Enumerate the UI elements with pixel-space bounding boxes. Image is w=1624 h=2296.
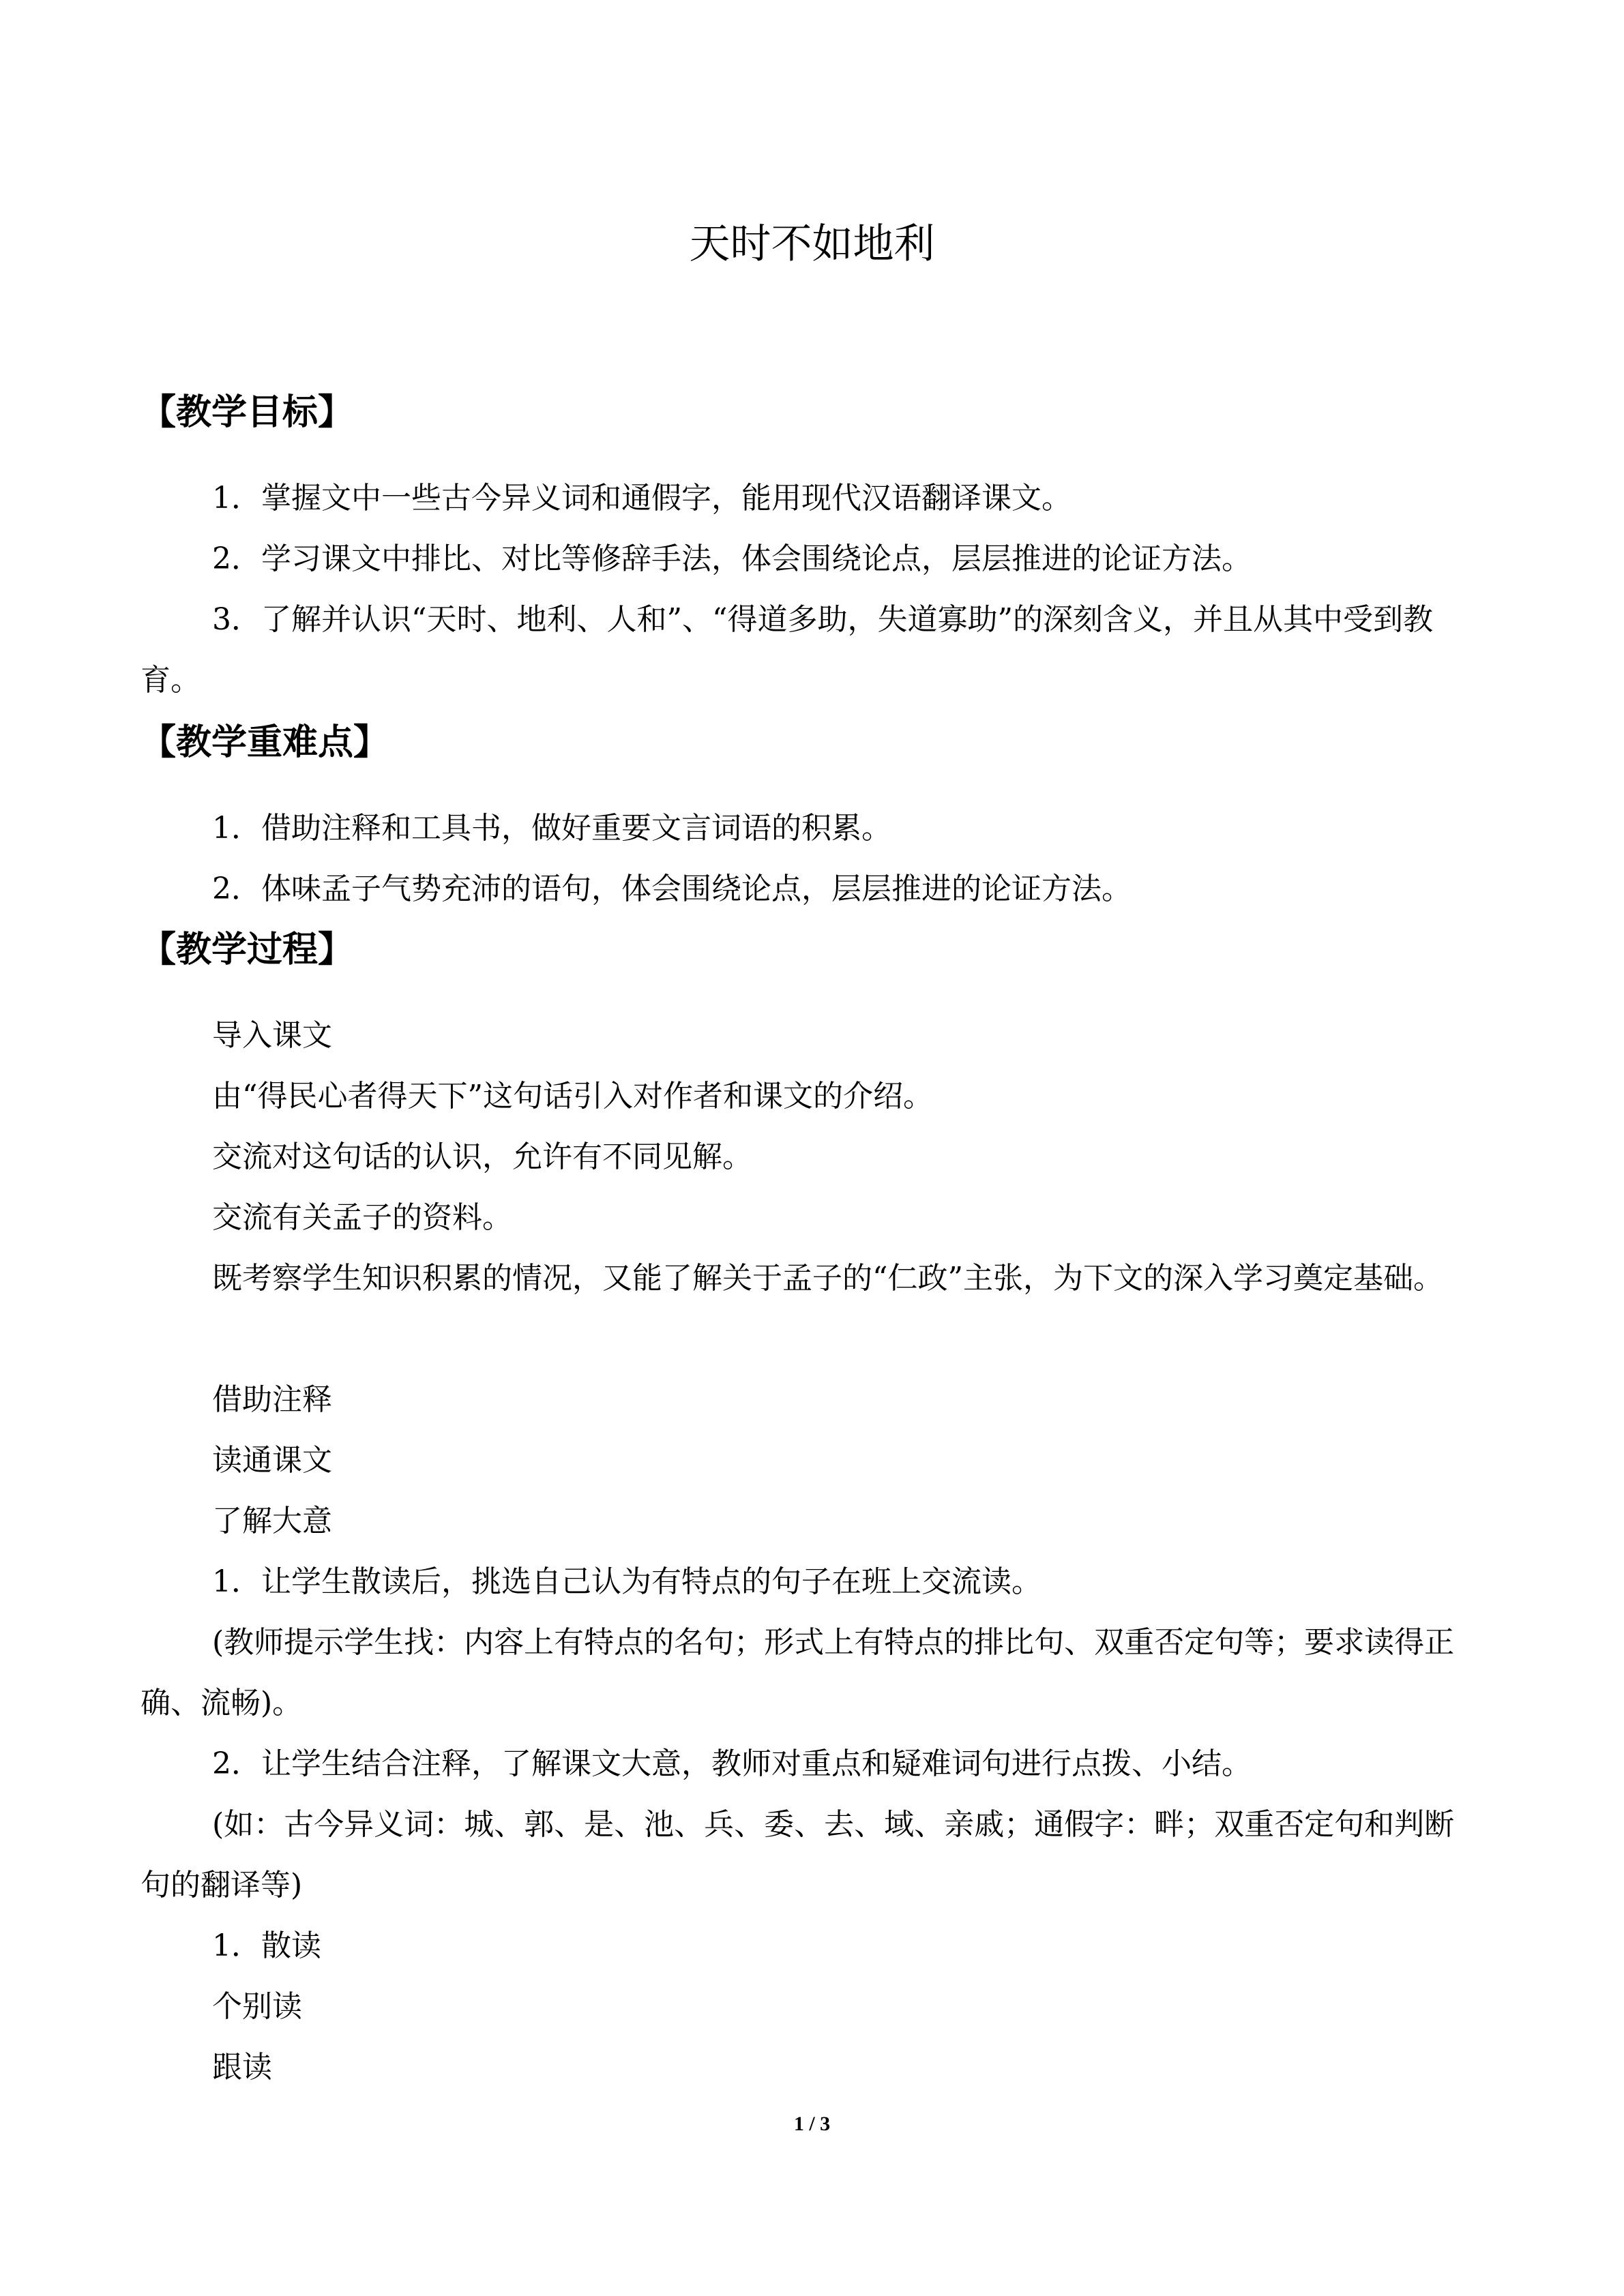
process-item-5: 既考察学生知识积累的情况，又能了解关于孟子的“仁政”主张，为下文的深入学习奠定基础。: [212, 1261, 1443, 1296]
process-item-1: 导入课文: [212, 1018, 332, 1053]
process-item-8: 了解大意: [212, 1504, 332, 1538]
objective-item-2: 2．学习课文中排比、对比等修辞手法，体会围绕论点，层层推进的论证方法。: [212, 541, 1252, 576]
process-item-2: 由“得民心者得天下”这句话引入对作者和课文的介绍。: [212, 1079, 933, 1114]
objective-item-1: 1．掌握文中一些古今异义词和通假字，能用现代汉语翻译课文。: [212, 481, 1072, 516]
section-heading-objectives: 【教学目标】: [141, 392, 354, 433]
process-item-13: 1．散读: [212, 1928, 321, 1963]
process-item-6: 借助注释: [212, 1382, 332, 1417]
process-item-3: 交流对这句话的认识，允许有不同见解。: [212, 1139, 752, 1174]
process-item-11: 2．让学生结合注释，了解课文大意，教师对重点和疑难词句进行点拨、小结。: [212, 1746, 1252, 1781]
key-point-item-2: 2．体味孟子气势充沛的语句，体会围绕论点，层层推进的论证方法。: [212, 871, 1132, 906]
process-item-7: 读通课文: [212, 1443, 332, 1478]
process-item-4: 交流有关孟子的资料。: [212, 1200, 512, 1235]
process-item-14: 个别读: [212, 1989, 302, 2024]
section-heading-process: 【教学过程】: [141, 929, 354, 970]
objective-item-3: 3．了解并认识“天时、地利、人和”、“得道多助，失道寡助”的深刻含义，并且从其中受到教育。: [141, 602, 1433, 698]
section-heading-key-points: 【教学重难点】: [141, 722, 389, 763]
key-point-item-1: 1．借助注释和工具书，做好重要文言词语的积累。: [212, 811, 891, 846]
document-title: 天时不如地利: [689, 220, 935, 268]
page-indicator: 1 / 3: [793, 2113, 831, 2135]
process-item-9: 1．让学生散读后，挑选自己认为有特点的句子在班上交流读。: [212, 1564, 1042, 1599]
process-item-15: 跟读: [212, 2050, 272, 2085]
process-item-10: (教师提示学生找：内容上有特点的名句；形式上有特点的排比句、双重否定句等；要求读得正确、流畅)。: [141, 1625, 1455, 1720]
process-item-12: (如：古今异义词：城、郭、是、池、兵、委、去、域、亲戚；通假字：畔；双重否定句和判断句的翻译等): [141, 1807, 1455, 1903]
